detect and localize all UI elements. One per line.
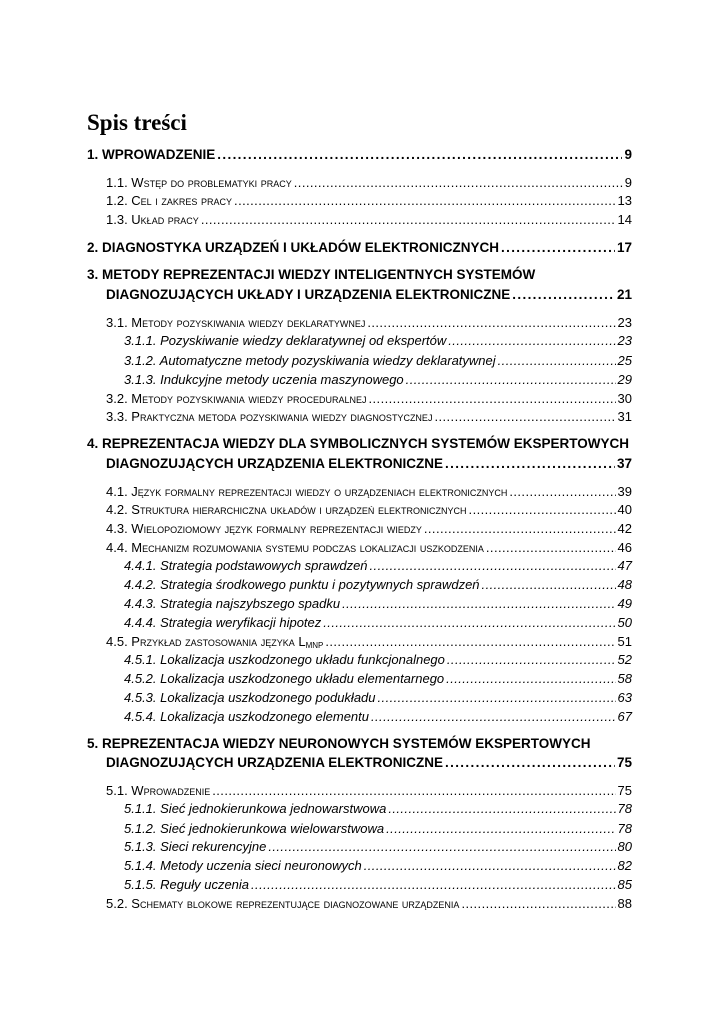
toc-entry-page: 75	[617, 783, 632, 798]
toc-entry-1-3[interactable]	[106, 211, 632, 229]
toc-entry-4-1[interactable]	[106, 483, 632, 501]
toc-entry-label: 4.4.4. Strategia weryfikacji hipotez	[124, 615, 322, 630]
toc-entry-label: 3.1.2. Automatyczne metody pozyskiwania wiedzy deklaratywnej	[124, 353, 496, 368]
toc-entry-page: 63	[617, 690, 632, 705]
toc-entry-page: 88	[617, 896, 632, 911]
toc-entry-5-1[interactable]	[106, 782, 632, 800]
leader-dots	[406, 371, 616, 389]
leader-dots	[424, 520, 616, 538]
toc-entry-page: 37	[616, 456, 632, 471]
toc-entry-label: 5.1.3. Sieci rekurencyjne	[124, 839, 267, 854]
leader-dots	[434, 408, 615, 426]
toc-entry-3-1-1[interactable]	[124, 332, 632, 350]
toc-entry-page: 9	[624, 147, 632, 162]
leader-dots	[342, 595, 615, 613]
leader-dots	[323, 614, 615, 632]
leader-dots	[482, 576, 616, 594]
leader-dots	[512, 286, 615, 304]
toc-entry-page: 17	[616, 240, 632, 255]
leader-dots	[201, 211, 616, 229]
toc-entry-page: 85	[617, 877, 632, 892]
leader-dots	[268, 838, 615, 856]
toc-entry-page: 13	[617, 193, 632, 208]
leader-dots	[388, 800, 615, 818]
leader-dots	[448, 332, 615, 350]
leader-dots	[367, 314, 615, 332]
leader-dots	[445, 754, 615, 772]
toc-entry-3-1-3[interactable]	[124, 371, 632, 389]
toc-entry-label: 3.1. Metody pozyskiwania wiedzy deklaratywnej	[106, 315, 366, 330]
toc-entry-label: 4.3. Wielopoziomowy język formalny reprezentacji wiedzy	[106, 521, 422, 536]
toc-entry-label: 2. DIAGNOSTYKA URZĄDZEŃ I UKŁADÓW ELEKTRONICZNYCH	[87, 240, 499, 255]
leader-dots	[325, 633, 615, 651]
toc-entry-page: 78	[617, 801, 632, 816]
toc-entry-3-1[interactable]	[106, 314, 632, 332]
toc-entry-4-4-3[interactable]	[124, 595, 632, 613]
toc-entry-label: 4.2. Struktura hierarchiczna układów i urządzeń elektronicznych	[106, 502, 467, 517]
leader-dots	[498, 352, 616, 370]
toc-entry-5-1-1[interactable]	[124, 800, 632, 818]
leader-dots	[217, 146, 622, 164]
toc-entry-4-5-2[interactable]	[124, 670, 632, 688]
toc-entry-page: 23	[617, 333, 632, 348]
toc-entry-label: 4.4. Mechanizm rozumowania systemu podczas lokalizacji uszkodzenia	[106, 540, 484, 555]
toc-entry-label: 5.1.2. Sieć jednokierunkowa wielowarstwowa	[124, 821, 385, 836]
leader-dots	[509, 483, 615, 501]
toc-entry-label: 4.4.3. Strategia najszybszego spadku	[124, 596, 341, 611]
toc-entry-4-4-1[interactable]	[124, 557, 632, 575]
leader-dots	[370, 557, 616, 575]
toc-entry-label: 4.5.3. Lokalizacja uszkodzonego podukładu	[124, 690, 376, 705]
toc-entry-label: 5.1. Wprowadzenie	[106, 783, 211, 798]
toc-entry-label: 1.2. Cel i zakres pracy	[106, 193, 233, 208]
toc-entry-label: DIAGNOZUJĄCYCH URZĄDZENIA ELEKTRONICZNE	[106, 755, 443, 770]
toc-entry-label: 3.1.3. Indukcyjne metody uczenia maszynowego	[124, 372, 404, 387]
toc-entry-2[interactable]	[87, 239, 632, 257]
toc-entry-3[interactable]	[106, 286, 632, 304]
toc-entry-label: 3.3. Praktyczna metoda pozyskiwania wiedzy diagnostycznej	[106, 409, 433, 424]
toc-entry-page: 29	[617, 372, 632, 387]
toc-entry-4-5-1[interactable]	[124, 651, 632, 669]
toc-entry-4-4-4[interactable]	[124, 614, 632, 632]
toc-entry-label: 1. WPROWADZENIE	[87, 147, 216, 162]
toc-entry-1-2[interactable]	[106, 192, 632, 210]
toc-entry-4-2[interactable]	[106, 501, 632, 519]
toc-entry-label: 3.2. Metody pozyskiwania wiedzy proceduralnej	[106, 391, 367, 406]
toc-entry-page: 58	[617, 671, 632, 686]
toc-entry-3-1-2[interactable]	[124, 352, 632, 370]
leader-dots	[294, 174, 623, 192]
leader-dots	[364, 857, 616, 875]
toc-entry-page: 9	[624, 175, 632, 190]
leader-dots	[371, 708, 616, 726]
toc-entry-page: 31	[617, 409, 632, 424]
toc-entry-page: 40	[617, 502, 632, 517]
toc-entry-page: 52	[617, 652, 632, 667]
toc-entry-5-2[interactable]	[106, 895, 632, 913]
leader-dots	[445, 455, 615, 473]
toc-entry-5[interactable]	[106, 754, 632, 772]
toc-entry-label: 3.1.1. Pozyskiwanie wiedzy deklaratywnej od ekspertów	[124, 333, 447, 348]
leader-dots	[369, 390, 616, 408]
leader-dots	[386, 820, 615, 838]
toc-entry-page: 39	[617, 484, 632, 499]
leader-dots	[486, 539, 616, 557]
toc-entry-label: 4.5.1. Lokalizacja uszkodzonego układu funkcjonalnego	[124, 652, 445, 667]
toc-entry-label: 4.4.2. Strategia środkowego punktu i pozytywnych sprawdzeń	[124, 577, 480, 592]
leader-dots	[461, 895, 615, 913]
toc-entry-page: 46	[617, 540, 632, 555]
toc-entry-4-4[interactable]	[106, 539, 632, 557]
toc-entry-page: 47	[617, 558, 632, 573]
leader-dots	[212, 782, 615, 800]
toc-entry-1[interactable]	[87, 146, 632, 164]
toc-entry-label: 4.4.1. Strategia podstawowych sprawdzeń	[124, 558, 368, 573]
toc-entry-label: DIAGNOZUJĄCYCH UKŁADY I URZĄDZENIA ELEKTRONICZNE	[106, 287, 511, 302]
toc-entry-4-3[interactable]	[106, 520, 632, 538]
toc-entry-4-5-3[interactable]	[124, 689, 632, 707]
toc-entry-5-line1: 5. REPREZENTACJA WIEDZY NEURONOWYCH SYSTEMÓW EKSPERTOWYCH	[87, 736, 591, 751]
toc-entry-3-line1: 3. METODY REPREZENTACJI WIEDZY INTELIGENTNYCH SYSTEMÓW	[87, 267, 536, 282]
toc-entry-page: 23	[617, 315, 632, 330]
toc-entry-page: 48	[617, 577, 632, 592]
toc-entry-label: 4.5.4. Lokalizacja uszkodzonego elementu	[124, 709, 369, 724]
toc-entry-page: 82	[617, 858, 632, 873]
toc-entry-4-4-2[interactable]	[124, 576, 632, 594]
leader-dots	[234, 192, 615, 210]
leader-dots	[446, 670, 615, 688]
toc-entry-4[interactable]	[106, 455, 632, 473]
toc-entry-3-2[interactable]	[106, 390, 632, 408]
toc-entry-page: 75	[616, 755, 632, 770]
toc-entry-page: 14	[617, 212, 632, 227]
toc-entry-label-subscript: MNP	[305, 641, 324, 650]
leader-dots	[501, 239, 615, 257]
toc-entry-page: 42	[617, 521, 632, 536]
toc-entry-label: 1.1. Wstęp do problematyki pracy	[106, 175, 292, 190]
toc-entry-page: 25	[617, 353, 632, 368]
toc-entry-5-1-5[interactable]	[124, 876, 632, 894]
leader-dots	[378, 689, 616, 707]
toc-entry-page: 30	[617, 391, 632, 406]
leader-dots	[251, 876, 616, 894]
toc-entry-4-line1: 4. REPREZENTACJA WIEDZY DLA SYMBOLICZNYCH SYSTEMÓW EKSPERTOWYCH	[87, 436, 630, 451]
toc-entry-label: 5.1.5. Reguły uczenia	[124, 877, 250, 892]
toc-entry-page: 51	[617, 634, 632, 649]
toc-entry-page: 67	[617, 709, 632, 724]
toc-entry-page: 50	[617, 615, 632, 630]
toc-entry-label: 4.5.2. Lokalizacja uszkodzonego układu elementarnego	[124, 671, 445, 686]
toc-entry-page: 78	[617, 821, 632, 836]
leader-dots	[469, 501, 616, 519]
toc-entry-4-5-4[interactable]	[124, 708, 632, 726]
toc-entry-label: 5.1.1. Sieć jednokierunkowa jednowarstwowa	[124, 801, 387, 816]
toc-entry-page: 21	[616, 287, 632, 302]
toc-entry-label: 1.3. Układ pracy	[106, 212, 199, 227]
toc-entry-3-3[interactable]	[106, 408, 632, 426]
toc-entry-label: 5.1.4. Metody uczenia sieci neuronowych	[124, 858, 362, 873]
toc-entry-5-1-2[interactable]	[124, 820, 632, 838]
toc-entry-5-1-4[interactable]	[124, 857, 632, 875]
toc-entry-label: 4.1. Język formalny reprezentacji wiedzy o urządzeniach elektronicznych	[106, 484, 508, 499]
toc-entry-1-1[interactable]	[106, 174, 632, 192]
page-title: Spis treści	[87, 110, 187, 135]
toc-entry-page: 49	[617, 596, 632, 611]
toc-entry-label: 5.2. Schematy blokowe reprezentujące diagnozowane urządzenia	[106, 896, 460, 911]
toc-entry-5-1-3[interactable]	[124, 838, 632, 856]
toc-entry-label: DIAGNOZUJĄCYCH URZĄDZENIA ELEKTRONICZNE	[106, 456, 443, 471]
toc-entry-label-text: 4.5. Przykład zastosowania języka L	[106, 634, 306, 649]
toc-entry-page: 80	[617, 839, 632, 854]
leader-dots	[447, 651, 616, 669]
